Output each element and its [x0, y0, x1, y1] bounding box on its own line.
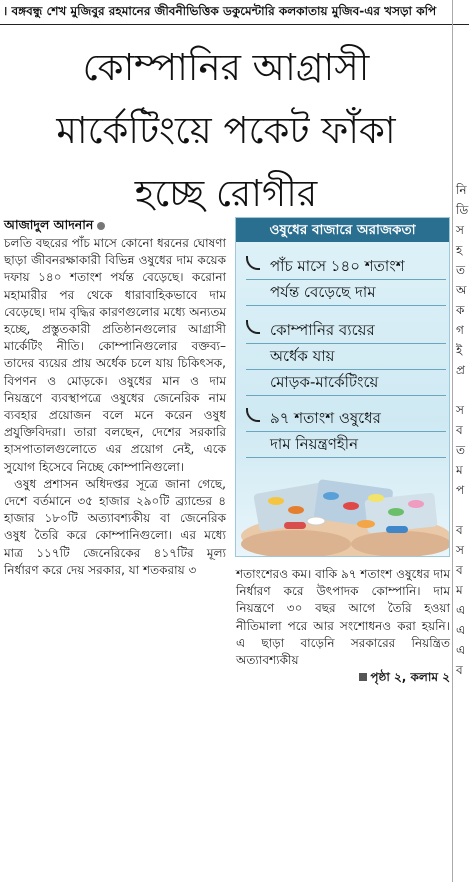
- adjacent-column-char: ডি: [456, 203, 469, 217]
- article-paragraph-3: শতাংশেরও কম। বাকি ৯৭ শতাংশ ওষুধের দাম নির্ধারণ করে উৎপাদক কোম্পানি। দাম নিয়ন্ত্রণে ৩০ বছর আগে তৈরি হওয়া নীতিমালা পরে আর সংশোধনও করা হয়নি। এ ছাড়া বাড়েনি সরকারের নিয়ন্ত্রিত অত্যাবশ্যকীয়: [236, 567, 450, 668]
- adjacent-column-char: [453, 500, 469, 520]
- adjacent-column-char: প: [456, 483, 465, 497]
- adjacent-column-char: স: [456, 223, 464, 237]
- adjacent-column-char: ম: [456, 463, 463, 477]
- adjacent-column-char: ত: [456, 263, 466, 277]
- adjacent-column-char: ম: [456, 583, 463, 597]
- byline: [4, 217, 105, 237]
- infobox-point-1-line-1: পাঁচ মাসে ১৪০ শতাংশ: [246, 254, 446, 280]
- adjacent-column-char: প্র: [456, 363, 465, 377]
- article-paragraph-2: ওষুধ প্রশাসন অধিদপ্তর সূত্রে জানা গেছে, দেশে বর্তমানে ৩৫ হাজার ২৯০টি ব্র্যান্ডের ৪ হাজার ১৮০টি অত্যাবশ্যকীয় বা জেনেরিক ওষুধ তৈরি করে কোম্পানিগুলো। এর মধ্যে মাত্র ১১৭টি জেনেরিকের ৪১৭টির মূল্য নির্ধারণ করে দেয় সরকার, যা শতকরায় ৩: [4, 476, 226, 577]
- continued-link[interactable]: [236, 669, 450, 686]
- adjacent-column-char: নি: [456, 183, 467, 197]
- article-column-1: [4, 235, 226, 579]
- headline-line-2: মার্কেটিংয়ে পকেট ফাঁকা: [56, 109, 396, 152]
- infobox-point-2: [246, 318, 446, 396]
- adjacent-column-char: হ: [456, 243, 463, 257]
- adjacent-column-char: গ: [456, 323, 464, 337]
- adjacent-column-char: এ: [456, 643, 466, 657]
- adjacent-column-char: এ: [456, 623, 466, 637]
- article-column-2: [236, 566, 450, 686]
- infobox-point-1-line-2: পর্যন্ত বেড়েছে দাম: [246, 280, 446, 306]
- author-name: আজাদুল আদনান: [4, 217, 94, 232]
- infobox-point-2-line-3: মোড়ক-মার্কেটিংয়ে: [246, 370, 446, 396]
- adjacent-column-fragment: [452, 0, 469, 882]
- square-bullet-icon: [359, 673, 367, 681]
- infobox-point-1: [246, 254, 446, 306]
- adjacent-column-char: ব: [456, 423, 463, 437]
- infobox-point-2-line-1: কোম্পানির ব্যয়ের: [246, 318, 446, 344]
- continued-label: পৃষ্ঠা ২, কলাম ২: [370, 670, 450, 685]
- infobox-point-2-line-2: অর্ধেক যায়: [246, 344, 446, 370]
- headline: [0, 36, 452, 225]
- news-ticker: [0, 0, 469, 25]
- adjacent-column-char: স: [456, 543, 464, 557]
- bullet-dot-icon: [97, 222, 105, 230]
- headline-line-1: কোম্পানির আগ্রাসী: [82, 46, 370, 89]
- article-paragraph-1: চলতি বছরের পাঁচ মাসে কোনো ধরনের ঘোষণা ছাড়া জীবনরক্ষাকারী বিভিন্ন ওষুধের দাম কয়েক দফায় ১৪০ শতাংশ পর্যন্ত বেড়েছে। করোনা মহামারীর পর থেকে ধারাবাহিকভাবে দাম বেড়েছে। দাম বৃদ্ধির কারণগুলোর মধ্যে অন্যতম হচ্ছে, প্রস্তুতকারী প্রতিষ্ঠানগুলোর আগ্রাসী মার্কেটিং নীতি। কোম্পানিগুলোর বক্তব্য– তাদের ব্যয়ের প্রায় অর্ধেক চলে যায় চিকিৎসক, বিপণন ও মোড়কে। ওষুধের মান ও দাম নিয়ন্ত্রণে ব্যবস্থাপত্রে ওষুধের জেনেরিক নাম ব্যবহার প্রয়োজন বলে মনে করেন ওষুধ প্রযুক্তিবিদরা। তারা বলছেন, দেশের সরকারি হাসপাতালগুলোতে এর প্রয়োগ নেই, একে সুযোগ হিসেবে নিচ্ছে কোম্পানিগুলো।: [4, 236, 226, 474]
- adjacent-column-char: ব: [456, 563, 463, 577]
- adjacent-column-char: ই: [456, 343, 463, 357]
- adjacent-column-char: ব: [456, 663, 463, 677]
- ticker-text: । বঙ্গবন্ধু শেখ মুজিবুর রহমানের জীবনীভিত্তিক ডকুমেন্টারি কলকাতায় মুজিব-এর খসড়া কপি: [3, 4, 437, 18]
- infobox-point-3-line-2: দাম নিয়ন্ত্রণহীন: [246, 432, 446, 458]
- adjacent-column-char: ত: [456, 443, 466, 457]
- headline-line-3: হচ্ছে রোগীর: [134, 172, 318, 215]
- medicine-pills-photo: [236, 466, 449, 556]
- infobox: [235, 217, 450, 557]
- adjacent-column-char: [453, 380, 469, 400]
- adjacent-column-char: ক: [456, 303, 465, 317]
- infobox-point-3: [246, 406, 446, 458]
- adjacent-column-char: অ: [456, 283, 467, 297]
- adjacent-column-char: এ: [456, 603, 466, 617]
- adjacent-column-char: ব: [456, 523, 463, 537]
- infobox-title: ওষুধের বাজারে অরাজকতা: [236, 218, 449, 242]
- infobox-point-3-line-1: ৯৭ শতাংশ ওষুধের: [246, 406, 446, 432]
- adjacent-column-char: স: [456, 403, 464, 417]
